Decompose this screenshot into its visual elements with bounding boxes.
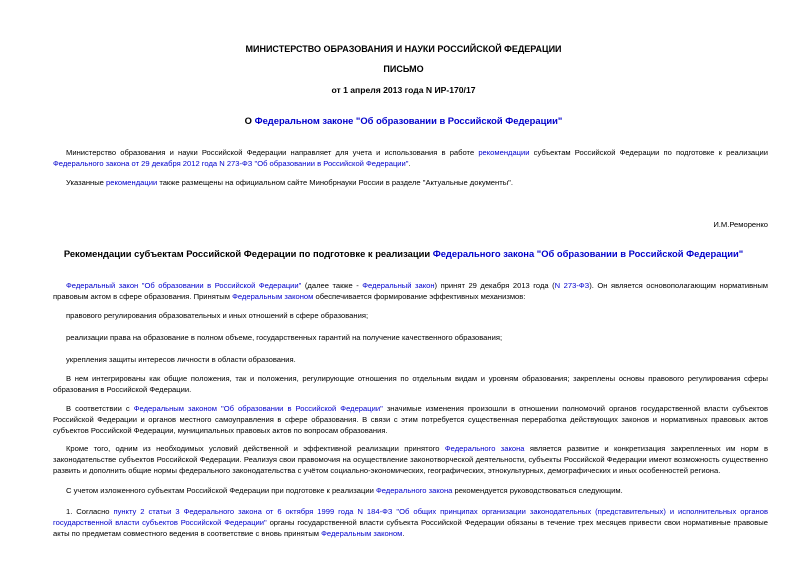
text-fragment: обеспечивается формирование эффективных механизмов:	[313, 292, 526, 301]
text-fragment: В соответствии с	[66, 404, 134, 413]
text-fragment: С учетом изложенного субъектам Российской Федерации при подготовке к реализации	[66, 486, 376, 495]
rec-paragraph-3	[53, 403, 768, 436]
text-fragment: ) принят 29 декабря 2013 года (	[434, 281, 555, 290]
text-fragment: Кроме того, одним из необходимых условий действенной и эффективной реализации принятого	[66, 444, 445, 453]
federal-law-link-4[interactable]: Федерального закона	[444, 444, 525, 453]
rec-paragraph-4	[53, 443, 768, 476]
law-273-link[interactable]: Федерального закона от 29 декабря 2012 года N 273-ФЗ "Об образовании в Российской Федерации"	[53, 159, 409, 168]
federal-law-link-2[interactable]: Федеральным законом	[232, 292, 314, 301]
signature: И.М.Реморенко	[713, 220, 768, 229]
text-fragment: 1. Согласно	[66, 507, 114, 516]
text-fragment: Указанные	[66, 178, 106, 187]
rec-paragraph-1	[53, 280, 768, 302]
federal-law-link-5[interactable]: Федерального закона	[375, 486, 453, 495]
subject-law-link[interactable]: Федеральном законе "Об образовании в Российской Федерации"	[254, 115, 563, 126]
text-fragment: субъектам Российской Федерации по подготовке к реализации	[529, 148, 768, 157]
text-fragment: рекомендуется руководствоваться следующим.	[452, 486, 623, 495]
subject-prefix: О	[244, 115, 255, 126]
law-184-link[interactable]: пункту 2 статьи 3 Федерального закона от 6 октября 1999 года N 184-ФЗ "Об общих принципах организации законодательных (представительных) и исполнительных органов государственной власти субъектов Российской Федерации"	[53, 507, 768, 527]
federal-law-short-link[interactable]: Федеральный закон	[362, 281, 435, 290]
text-fragment: Министерство образования и науки Российской Федерации направляет для учета и использования в работе	[66, 148, 479, 157]
recommendations-title	[0, 248, 807, 259]
letter-subject	[0, 115, 807, 126]
letter-paragraph-1	[53, 147, 768, 169]
recommendations-link[interactable]: рекомендации	[478, 148, 530, 157]
letter-paragraph-2	[53, 177, 768, 188]
rec-paragraph-6	[53, 506, 768, 539]
doc-type: ПИСЬМО	[383, 64, 424, 74]
list-item: правового регулирования образовательных и иных отношений в сфере образования;	[66, 311, 369, 320]
text-fragment: значимые изменения произошли в отношении полномочий органов государственной власти субъектов Российской Федерации и органов местного самоуправления в сфере образования. В связи с этим потребуется существенная переработка действующих законов и нормативных правовых актов субъектов Российской Федерации, муниципальных правовых актов по вопросам образования.	[53, 404, 769, 435]
text-fragment: .	[408, 159, 411, 168]
text-fragment: ). Он является основополагающим нормативным правовым актом в сфере образования. Принятым	[53, 281, 769, 301]
rec-paragraph-5	[53, 485, 768, 496]
date-number: от 1 апреля 2013 года N ИР-170/17	[331, 85, 476, 95]
list-item: реализации права на образование в полном объеме, государственных гарантий на получение качественного образования;	[66, 333, 503, 342]
title-text: Рекомендации субъектам Российской Федерации по подготовке к реализации	[63, 248, 433, 259]
list-item: укрепления защиты интересов личности в области образования.	[66, 355, 296, 364]
text-fragment: органы государственной власти субъекта Российской Федерации обязаны в течение трех месяцев привести свои нормативные правовые акты по предметам совместного ведения в соответствие с вновь принятым	[53, 518, 768, 538]
rec-paragraph-2: В нем интегрированы как общие положения, так и положения, регулирующие отношения по отдельным видам и уровням образования; закреплены основы правового регулирования сферы образования в Российской Федерации.	[53, 374, 768, 394]
text-fragment: (далее также -	[301, 281, 363, 290]
federal-law-link-3[interactable]: Федеральным законом "Об образовании в Российской Федерации"	[133, 404, 383, 413]
text-fragment: является развитие и конкретизация закрепленных им норм в законодательстве субъектов Российской Федерации. Реализуя свои правомочия на осуществление законотворческой деятельности, субъекты Российской Федерации имеют возможность существенно развить и дополнить общие нормы федерального законодательства с учётом социально-экономических, географических, этнокультурных, демографических и иных особенностей региона.	[53, 444, 768, 475]
recommendations-link-2[interactable]: рекомендации	[106, 178, 158, 187]
text-fragment: .	[402, 529, 405, 538]
federal-law-link-6[interactable]: Федеральным законом	[321, 529, 403, 538]
ministry-title: МИНИСТЕРСТВО ОБРАЗОВАНИЯ И НАУКИ РОССИЙСКОЙ ФЕДЕРАЦИИ	[245, 44, 562, 54]
federal-law-link[interactable]: Федеральный закон "Об образовании в Российской Федерации"	[66, 281, 302, 290]
title-law-link[interactable]: Федерального закона "Об образовании в Российской Федерации"	[432, 248, 744, 259]
law-number-link[interactable]: N 273-ФЗ	[554, 281, 590, 290]
text-fragment: также размещены на официальном сайте Минобрнауки России в разделе "Актуальные документы".	[157, 178, 513, 187]
